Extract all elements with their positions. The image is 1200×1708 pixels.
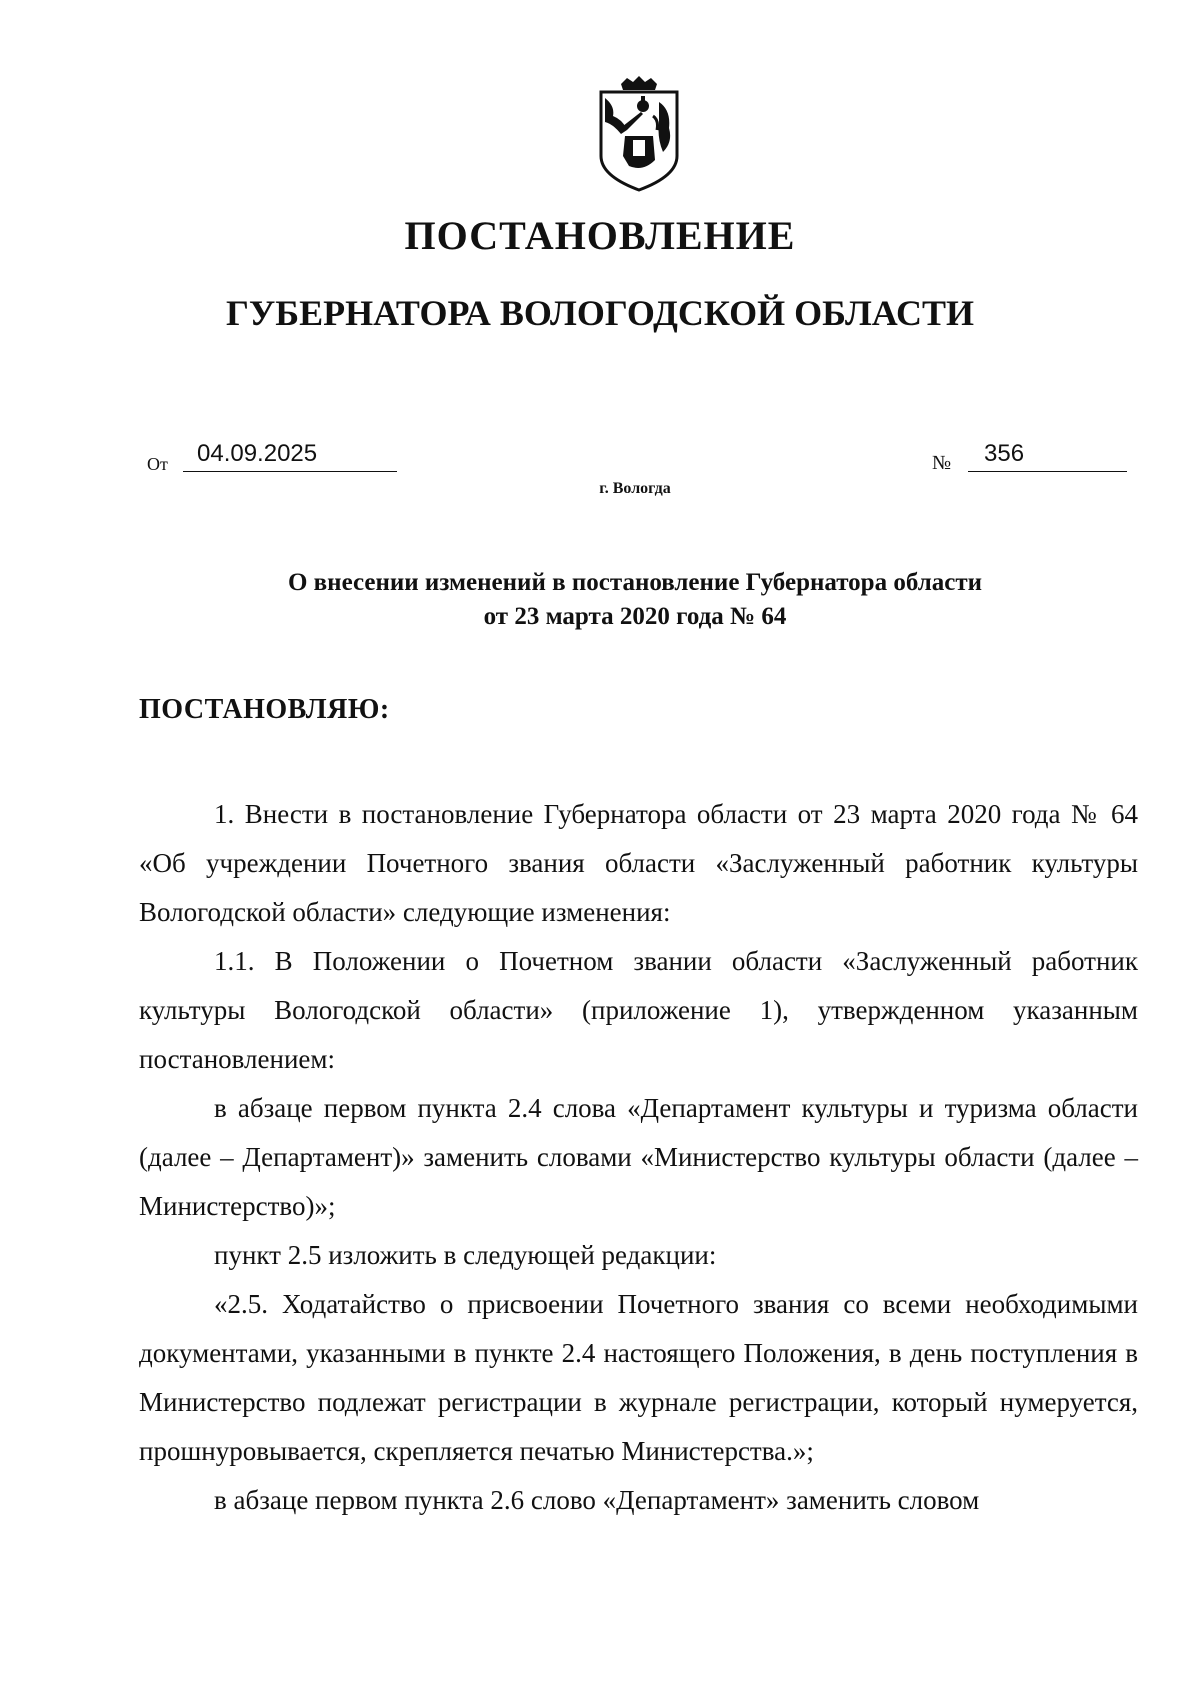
vologda-coat-of-arms-icon xyxy=(593,76,685,194)
number-underline xyxy=(968,471,1127,472)
paragraph: в абзаце первом пункта 2.6 слово «Департамент» заменить словом xyxy=(214,1485,980,1515)
number-value: 356 xyxy=(984,440,1025,467)
paragraph: в абзаце первом пункта 2.4 слова «Департамент культуры и туризма области (далее – Департамент)» заменить словами «Министерство культуры области (далее – Министерство)»; xyxy=(139,1093,1138,1221)
document-title: ПОСТАНОВЛЕНИЕ xyxy=(404,213,796,258)
date-label: От xyxy=(147,454,168,474)
subject-line-1: О внесении изменений в постановление Губернатора области xyxy=(287,569,983,596)
resolve-heading: ПОСТАНОВЛЯЮ: xyxy=(139,694,390,725)
number-label: № xyxy=(932,452,952,474)
date-value: 04.09.2025 xyxy=(197,440,318,467)
document-body xyxy=(139,790,1138,1525)
date-underline xyxy=(183,471,397,472)
paragraph: «2.5. Ходатайство о присвоении Почетного звания со всеми необходимыми документами, указанными в пункте 2.4 настоящего Положения, в день поступления в Министерство подлежат регистрации в журнале регистрации, который нумеруется, прошнуровывается, скрепляется печатью Министерства.»; xyxy=(139,1289,1138,1466)
document-issuer: ГУБЕРНАТОРА ВОЛОГОДСКОЙ ОБЛАСТИ xyxy=(225,293,975,333)
city-name: г. Вологда xyxy=(599,480,671,497)
paragraph: пункт 2.5 изложить в следующей редакции: xyxy=(214,1240,717,1270)
paragraph: 1.1. В Положении о Почетном звании области «Заслуженный работник культуры Вологодской области» (приложение 1), утвержденном указанным постановлением: xyxy=(139,946,1138,1074)
paragraph: 1. Внести в постановление Губернатора области от 23 марта 2020 года № 64 «Об учреждении Почетного звания области «Заслуженный работник культуры Вологодской области» следующие изменения: xyxy=(139,799,1138,927)
document-subject xyxy=(0,566,1200,634)
date-field xyxy=(147,440,397,480)
subject-line-2: от 23 марта 2020 года № 64 xyxy=(483,603,787,630)
number-field xyxy=(932,440,1127,480)
